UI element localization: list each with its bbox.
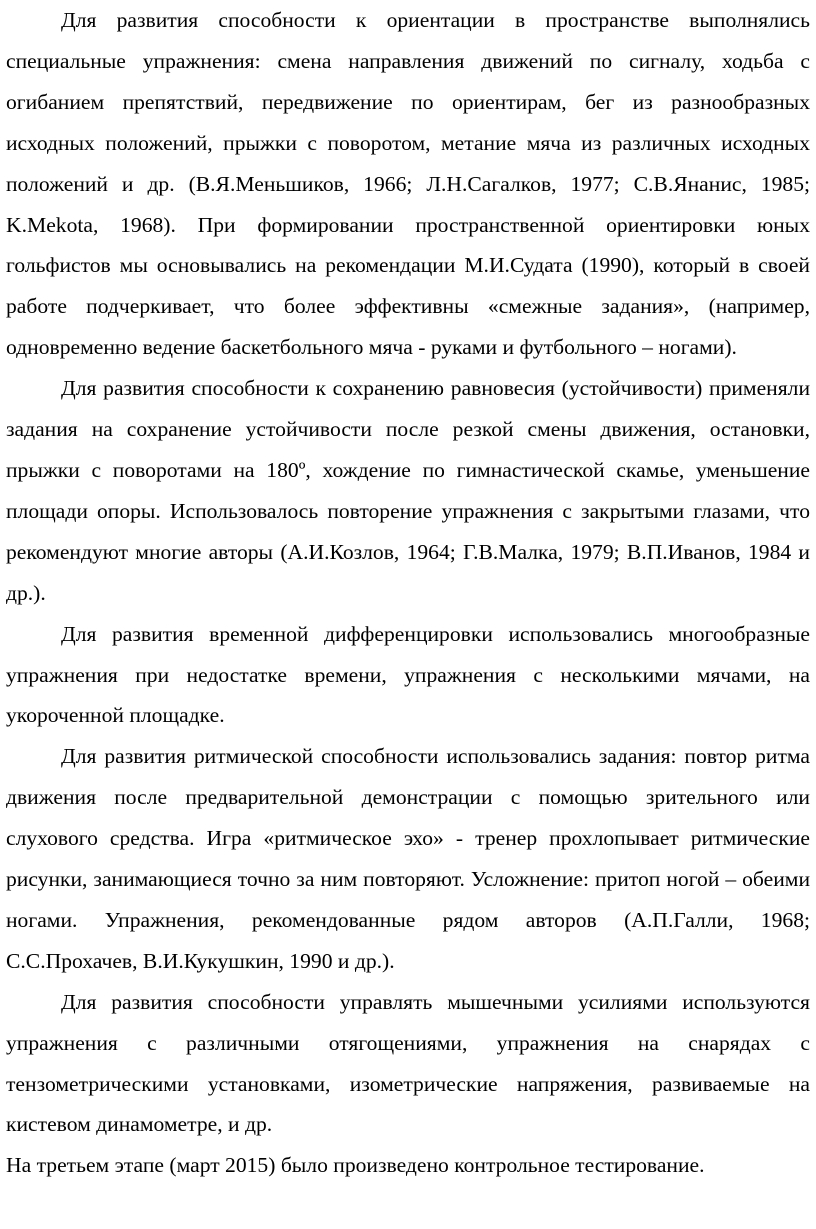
paragraph-final-testing: На третьем этапе (март 2015) было произведено контрольное тестирование. (6, 1153, 705, 1178)
document-page (6, 0, 810, 1186)
paragraph-time-differentiation: Для развития временной дифференцировки использовались многообразные упражнения при недостатке времени, упражнения с несколькими мячами, на укороченной площадке. (6, 621, 810, 728)
paragraph-rhythm: Для развития ритмической способности использовались задания: повтор ритма движения после предварительной демонстрации с помощью зрительного или слухового средства. Игра «ритмическое эхо» - тренер прохлопывает ритмические рисунки, занимающиеся точно за ним повторяют. Усложнение: притоп ногой – обеими ногами. Упражнения, рекомендованные рядом авторов (А.П.Галли, 1968; С.С.Прохачев, В.И.Кукушкин, 1990 и др.). (6, 744, 810, 973)
paragraph-muscle-effort: Для развития способности управлять мышечными усилиями используются упражнения с различными отягощениями, упражнения на снарядах с тензометрическими установками, изометрические напряжения, развиваемые на кистевом динамометре, и др. (6, 989, 810, 1137)
paragraph-orientation: Для развития способности к ориентации в пространстве выполнялись специальные упражнения: смена направления движений по сигналу, ходьба с огибанием препятствий, передвижение по ориентирам, бег из разнообразных исходных положений, прыжки с поворотом, метание мяча из различных исходных положений и др. (В.Я.Меньшиков, 1966; Л.Н.Сагалков, 1977; С.В.Янанис, 1985; K.Mekota, 1968). При формировании пространственной ориентировки юных гольфистов мы основывались на рекомендации М.И.Судата (1990), который в своей работе подчеркивает, что более эффективны «смежные задания», (например, одновременно ведение баскетбольного мяча - руками и футбольного – ногами). (6, 8, 810, 360)
paragraph-balance: Для развития способности к сохранению равновесия (устойчивости) применяли задания на сохранение устойчивости после резкой смены движения, остановки, прыжки с поворотами на 180º, хождение по гимнастической скамье, уменьшение площади опоры. Использовалось повторение упражнения с закрытыми глазами, что рекомендуют многие авторы (А.И.Козлов, 1964; Г.В.Малка, 1979; В.П.Иванов, 1984 и др.). (6, 376, 810, 605)
